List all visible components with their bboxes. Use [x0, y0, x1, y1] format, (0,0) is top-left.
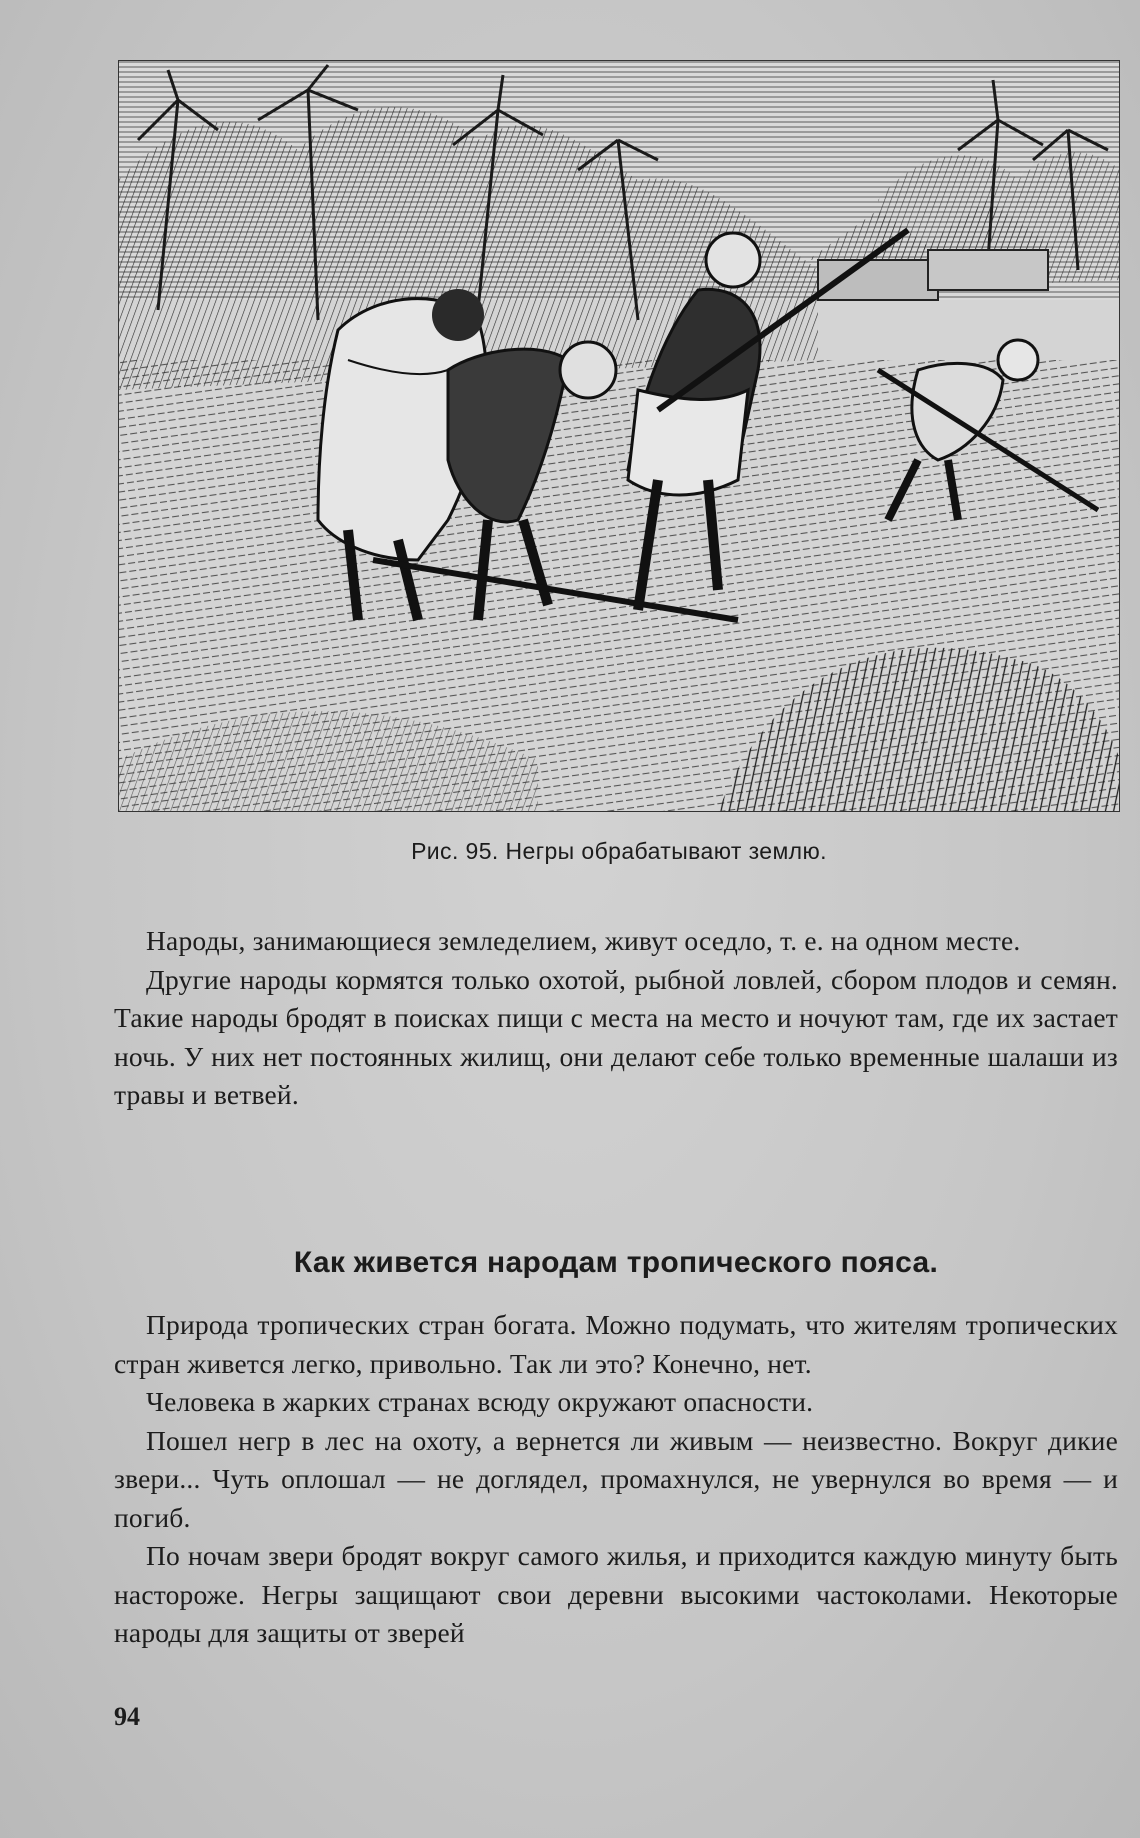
paragraph: Природа тропических стран богата. Можно подумать, что жителям тропических стран живется легко, привольно. Так ли это? Конечно, нет. [114, 1309, 1118, 1379]
intro-text [114, 922, 1118, 1115]
section-text [114, 1306, 1118, 1653]
paragraph: Человека в жарких странах всюду окружают опасности. [146, 1386, 814, 1417]
paragraph: Народы, занимающиеся земледелием, живут оседло, т. е. на одном месте. [146, 925, 1021, 956]
farmers-hoeing-illustration [118, 60, 1120, 812]
paragraph: Другие народы кормятся только охотой, рыбной ловлей, сбором плодов и семян. Такие народы бродят в поисках пищи с места на место и ночуют там, где их застает ночь. У них нет постоянных жилищ, они делают себе только временные шалаши из травы и ветвей. [114, 963, 1118, 1110]
paragraph: Пошел негр в лес на охоту, а вернется ли живым — неизвестно. Вокруг дикие звери... Чуть оплошал — не доглядел, промахнулся, не увернулся во время — и погиб. [114, 1424, 1118, 1533]
figure-caption: Рис. 95. Негры обрабатывают землю. [411, 838, 827, 864]
paragraph: По ночам звери бродят вокруг самого жилья, и приходится каждую минуту быть настороже. Негры защищают свои деревни высокими частоколами. Некоторые народы для защиты от зверей [114, 1540, 1118, 1648]
section-heading: Как живется народам тропического пояса. [293, 1246, 939, 1279]
engraving-illustration [118, 60, 1120, 812]
page-number: 94 [114, 1702, 140, 1731]
